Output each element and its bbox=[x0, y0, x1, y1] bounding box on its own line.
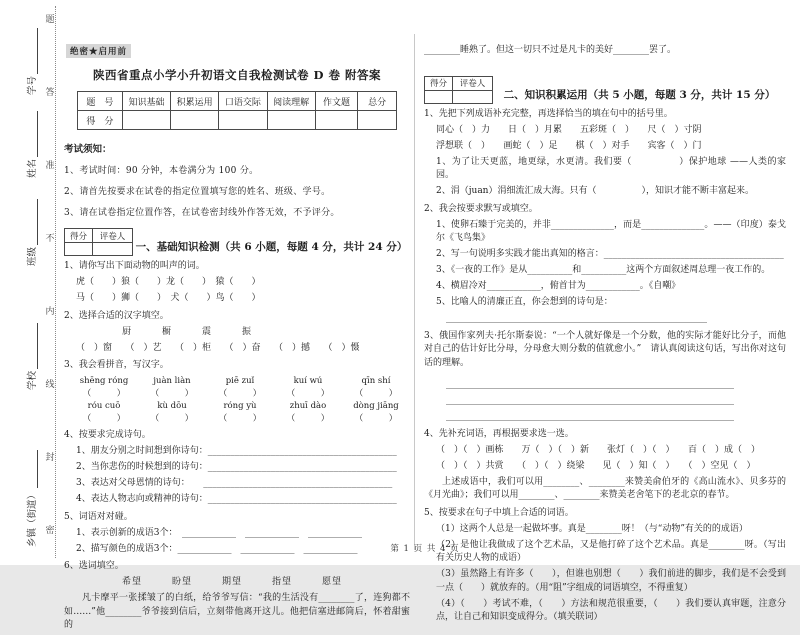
bracket-cell: （ ） bbox=[286, 413, 330, 424]
seal-char: 封 bbox=[45, 453, 55, 463]
classification-stamp: 绝密★启用前 bbox=[66, 44, 131, 58]
pinyin-cell: kuí wú bbox=[293, 376, 323, 386]
margin-field-township bbox=[22, 437, 38, 547]
question-stem: 3、俄国作家列夫·托尔斯泰说：“一个人就好像是一个分数，他的实际才能好比分子，而他对自己的估计好比分母，分母愈大则分数的值就愈小。” 请认真阅读这句话，写出你对这句话的理解。 bbox=[424, 330, 786, 368]
grader-box-row bbox=[424, 76, 786, 104]
grader-score-label: 得分 bbox=[65, 229, 93, 243]
pinyin-cell: róng yù bbox=[223, 401, 257, 411]
question-stem: 4、先补充词语，再根据要求选一选。 bbox=[424, 428, 574, 439]
bracket-cell: （ ） bbox=[218, 413, 262, 424]
score-cell-empty bbox=[171, 111, 219, 130]
blank-line: ________________________________________________________________ bbox=[446, 379, 734, 389]
score-table-header-cell: 知识基础 bbox=[122, 92, 170, 111]
margin-field-label: 学校 bbox=[27, 370, 38, 390]
question-line: 厨 橱 震 振 bbox=[122, 326, 253, 337]
score-table-header-row bbox=[78, 92, 397, 111]
question-line: 4、表达人物志向或精神的诗句：__________________________________________ bbox=[76, 494, 397, 504]
score-cell-empty bbox=[219, 111, 267, 130]
question-line: 2、描写颜色的成语3个：____________ ____________ ____________ bbox=[76, 543, 358, 554]
pinyin-cell: róu cuō bbox=[87, 401, 121, 411]
grader-score-box bbox=[64, 228, 133, 256]
pinyin-cell: kù dōu bbox=[157, 401, 187, 411]
notice-item: 2、请首先按要求在试卷的指定位置填写您的姓名、班级、学号。 bbox=[64, 187, 331, 197]
grader-box-header-row bbox=[65, 229, 133, 243]
grader-box-header-row bbox=[425, 76, 493, 90]
question-stem: 5、词语对对碰。 bbox=[64, 511, 133, 522]
grader-name-cell bbox=[453, 90, 493, 103]
question-stem: 2、我会按要求默写或填空。 bbox=[424, 203, 538, 214]
margin-field-name bbox=[22, 102, 38, 178]
seal-char: 准 bbox=[45, 161, 55, 171]
question-line: 3、表达对父母恩情的诗句： __________________________________________ bbox=[76, 478, 393, 488]
question-passage: 上述成语中，我们可以用________、________来赞美俞伯牙的《高山流水》、贝多芬的《月光曲》；我们可以用________、________来赞美老舍笔下的老北京的春节。 bbox=[424, 476, 786, 500]
question-line: 3、《一夜的工作》是从__________和__________这两个方面叙述周总理一夜工作的。 bbox=[436, 265, 771, 275]
bracket-cell: （ ） bbox=[354, 388, 398, 399]
section1-title: 一、基础知识检测（共 6 小题，每题 4 分，共计 24 分） bbox=[135, 241, 408, 253]
bracket-cell: （ ） bbox=[150, 413, 194, 424]
blank-line: ________________________________________________________________ bbox=[446, 411, 734, 421]
margin-field-class bbox=[22, 190, 38, 266]
margin-field-blank bbox=[27, 199, 38, 245]
score-table-header-cell: 口语交际 bbox=[219, 92, 267, 111]
score-cell-empty bbox=[358, 111, 397, 130]
grader-score-cell bbox=[65, 243, 93, 256]
question-passage: 凡卡摩平一张揉皱了的白纸，给爷爷写信：“我的生活没有________了，连狗都不如……”他________爷爷接到信后，立刻带他离开这儿。他把信塞进邮筒后，怀着甜蜜的 bbox=[64, 593, 410, 630]
seal-char: 题 bbox=[45, 15, 55, 25]
margin-field-label: 姓名 bbox=[27, 158, 38, 178]
question-line: 1、表示创新的成语3个： ____________ ____________ ____________ bbox=[76, 527, 362, 538]
seal-line-text bbox=[44, 12, 56, 536]
page-footer: 第 1 页 共 4 页 bbox=[390, 544, 460, 554]
question-stem: 6、选词填空。 bbox=[64, 561, 124, 571]
question-line: 5、比喻人的清廉正直，你会想到的诗句是： bbox=[436, 297, 613, 307]
bracket-cell: （ ） bbox=[82, 413, 126, 424]
question-stem: 4、按要求完成诗句。 bbox=[64, 430, 151, 440]
margin-field-label: 班级 bbox=[27, 246, 38, 266]
grader-box-empty-row bbox=[425, 90, 493, 103]
question-line: 2、当你悲伤的时候想到的诗句：__________________________________________ bbox=[76, 462, 397, 472]
score-table bbox=[77, 91, 397, 130]
blank-line: ________________________________________________________________ bbox=[446, 395, 734, 405]
question-stem: 2、选择合适的汉字填空。 bbox=[64, 310, 169, 321]
question-line: （ ）窗 （ ）艺 （ ）柜 （ ）奋 （ ）撼 （ ）慑 bbox=[76, 342, 360, 353]
exam-title: 陕西省重点小学小升初语文自我检测试卷 D 卷 附答案 bbox=[93, 68, 381, 82]
pinyin-cell: piē zuǐ bbox=[225, 376, 255, 386]
margin-field-blank bbox=[27, 111, 38, 157]
seal-char: 答 bbox=[45, 88, 55, 98]
grader-name-label: 评卷人 bbox=[453, 76, 493, 90]
margin-field-label: 乡镇（街道） bbox=[27, 489, 38, 547]
question-stem: 3、我会看拼音，写汉字。 bbox=[64, 360, 169, 370]
question-line: 1、为了让天更蓝，地更绿，水更清。我们要（ ）保护地球 ——人类的家园。 bbox=[436, 156, 786, 180]
bracket-cell: （ ） bbox=[82, 388, 126, 399]
blank-line: __________________________________________________________ bbox=[446, 313, 707, 323]
margin-field-blank bbox=[27, 323, 38, 369]
score-table-header-cell: 阅读理解 bbox=[267, 92, 315, 111]
grader-name-label: 评卷人 bbox=[93, 229, 133, 243]
score-cell-empty bbox=[267, 111, 315, 130]
bracket-cell: （ ） bbox=[150, 388, 194, 399]
question-line: （1）这两个人总是一起做坏事。真是________呀！（与“动物”有关的的成语） bbox=[436, 523, 748, 534]
margin-field-school bbox=[22, 314, 38, 390]
margin-field-blank bbox=[27, 28, 38, 74]
score-cell-empty bbox=[315, 111, 358, 130]
right-column bbox=[424, 36, 786, 627]
grader-score-cell bbox=[425, 90, 453, 103]
grader-score-label: 得分 bbox=[425, 76, 453, 90]
margin-field-blank bbox=[27, 450, 38, 488]
question-line: 1、朋友分别之时间想到你诗句：__________________________________________ bbox=[76, 446, 397, 456]
question-stem: 5、按要求在句子中填上合适的词语。 bbox=[424, 507, 574, 518]
column-divider bbox=[414, 34, 415, 550]
bracket-cell: （ ） bbox=[218, 388, 262, 399]
score-row-label: 得 分 bbox=[78, 111, 123, 130]
grader-score-box bbox=[424, 76, 493, 104]
score-table-header-cell: 作文题 bbox=[315, 92, 358, 111]
question-stem: 1、请你写出下面动物的叫声的词。 bbox=[64, 261, 205, 271]
question-line: 浮想联（ ） 画蛇（ ）足 棋（ ）对手 宾客（ ）门 bbox=[436, 140, 702, 151]
question-line: 1、使卵石臻于完美的，并非______________，而是______________。——（印度）泰戈尔《飞鸟集》 bbox=[436, 219, 786, 243]
bracket-cell: （ ） bbox=[354, 413, 398, 424]
question-line: （3）虽然路上有许多（ ），但谁也别想（ ）我们前进的脚步，我们是不会受到一点（ ）就放弃的。（用“阻”字组成的词语填空，不得重复） bbox=[436, 569, 786, 593]
seal-char: 不 bbox=[45, 234, 55, 244]
pinyin-grid bbox=[64, 375, 410, 425]
question-line: 2、写一句说明多实践才能出真知的格言：________________________________________ bbox=[436, 249, 784, 259]
margin-field-label: 学号 bbox=[27, 75, 38, 95]
question-stem: 1、先把下列成语补充完整，再选择恰当的填在句中的括号里。 bbox=[424, 108, 673, 119]
question-line: 同心（ ）力 日（ ）月累 五彩斑（ ） 尺（ ）寸阴 bbox=[436, 124, 702, 135]
question-line: 虎（ ）狼（ ）龙（ ） 猿（ ） bbox=[76, 277, 261, 287]
carryover-line: ________睡熟了。但这一切只不过是凡卡的美好________罢了。 bbox=[424, 45, 677, 55]
question-line: （ ）（ ）画栋 万（ ）（ ）新 张灯（ ）（ ） 百（ ）成（ ） bbox=[436, 444, 761, 455]
notice-item: 3、请在试卷指定位置作答，在试卷密封线外作答无效，不予评分。 bbox=[64, 208, 340, 218]
seal-char: 线 bbox=[45, 380, 55, 390]
grader-box-empty-row bbox=[65, 243, 133, 256]
score-table-score-row bbox=[78, 111, 397, 130]
question-line: （4）（ ）考试不难，（ ）方法和规范很重要，（ ）我们要认真审题，注意分点，让自己和知识变成得分。（填关联词） bbox=[436, 598, 786, 622]
score-table-header-cell: 积累运用 bbox=[171, 92, 219, 111]
question-line: 希望 盼望 期望 指望 愿望 bbox=[122, 577, 343, 587]
pinyin-cell: shēng róng bbox=[79, 376, 129, 386]
score-table-header-cell: 总分 bbox=[358, 92, 397, 111]
pinyin-cell: dòng jiāng bbox=[353, 401, 399, 411]
question-line: 2、涓（juan）涓细流汇成大海。只有（ ），知识才能不断丰富起来。 bbox=[436, 186, 754, 196]
question-line: 4、横眉冷对____________，俯首甘为____________。《自嘲》 bbox=[436, 281, 681, 291]
question-line: （ ）（ ）共赏 （ ）（ ）绕梁 见（ ）知（ ） （ ）空见（ ） bbox=[436, 460, 756, 471]
pinyin-cell: juàn liàn bbox=[153, 376, 191, 386]
margin-field-student-id bbox=[22, 19, 38, 95]
bracket-cell: （ ） bbox=[286, 388, 330, 399]
score-cell-empty bbox=[122, 111, 170, 130]
pinyin-cell: qīn shí bbox=[361, 376, 391, 386]
grader-box-row bbox=[64, 228, 410, 256]
section2-title: 二、知识积累运用（共 5 小题，每题 3 分，共计 15 分） bbox=[503, 88, 776, 101]
grader-name-cell bbox=[93, 243, 133, 256]
score-table-header-cell: 题 号 bbox=[78, 92, 123, 111]
question-line: （2）是他让我做成了这个艺术品，又是他打碎了这个艺术品。真是________呀。（写出有关历史人物的成语） bbox=[436, 539, 786, 563]
seal-char: 内 bbox=[45, 307, 55, 317]
question-line: 马（ ）狮（ ） 犬（ ）鸟（ ） bbox=[76, 293, 261, 303]
notice-heading: 考试须知： bbox=[64, 144, 112, 155]
notice-item: 1、考试时间：90 分钟，本卷满分为 100 分。 bbox=[64, 166, 259, 176]
pinyin-cell: zhuī dào bbox=[289, 401, 327, 411]
seal-char: 密 bbox=[45, 526, 55, 536]
